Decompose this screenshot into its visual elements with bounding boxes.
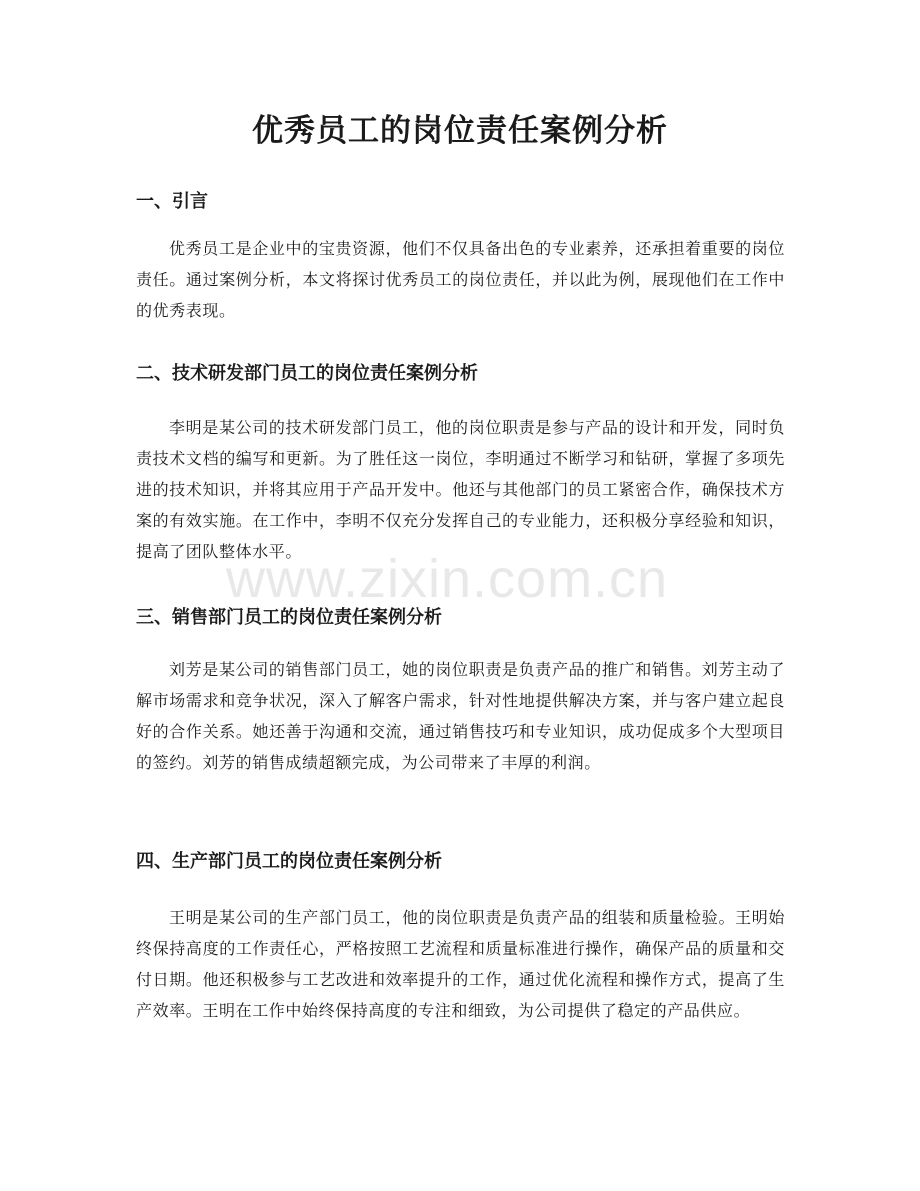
watermark: www.zixin.com.cn: [226, 549, 669, 609]
section-heading-introduction: 一、引言: [136, 191, 208, 212]
section-heading-production: 四、生产部门员工的岗位责任案例分析: [136, 851, 442, 872]
section-paragraph-introduction: 优秀员工是企业中的宝贵资源，他们不仅具备出色的专业素养，还承担着重要的岗位责任。通过案例分析，本文将探讨优秀员工的岗位责任，并以此为例，展现他们在工作中的优秀表现。: [136, 239, 785, 320]
section-heading-rnd: 二、技术研发部门员工的岗位责任案例分析: [136, 363, 478, 384]
document-title: 优秀员工的岗位责任案例分析: [252, 113, 668, 149]
section-paragraph-sales: 刘芳是某公司的销售部门员工，她的岗位职责是负责产品的推广和销售。刘芳主动了解市场需求和竞争状况，深入了解客户需求，针对性地提供解决方案，并与客户建立起良好的合作关系。她还善于沟通和交流，通过销售技巧和专业知识，成功促成多个大型项目的签约。刘芳的销售成绩超额完成，为公司带来了丰厚的利润。: [136, 660, 785, 772]
section-heading-sales: 三、销售部门员工的岗位责任案例分析: [136, 607, 442, 628]
section-paragraph-production: 王明是某公司的生产部门员工，他的岗位职责是负责产品的组装和质量检验。王明始终保持高度的工作责任心，严格按照工艺流程和质量标准进行操作，确保产品的质量和交付日期。他还积极参与工艺改进和效率提升的工作，通过优化流程和操作方式，提高了生产效率。王明在工作中始终保持高度的专注和细致，为公司提供了稳定的产品供应。: [136, 908, 785, 1020]
section-paragraph-rnd: 李明是某公司的技术研发部门员工，他的岗位职责是参与产品的设计和开发，同时负责技术文档的编写和更新。为了胜任这一岗位，李明通过不断学习和钻研，掌握了多项先进的技术知识，并将其应用于产品开发中。他还与其他部门的员工紧密合作，确保技术方案的有效实施。在工作中，李明不仅充分发挥自己的专业能力，还积极分享经验和知识，提高了团队整体水平。: [136, 418, 785, 561]
